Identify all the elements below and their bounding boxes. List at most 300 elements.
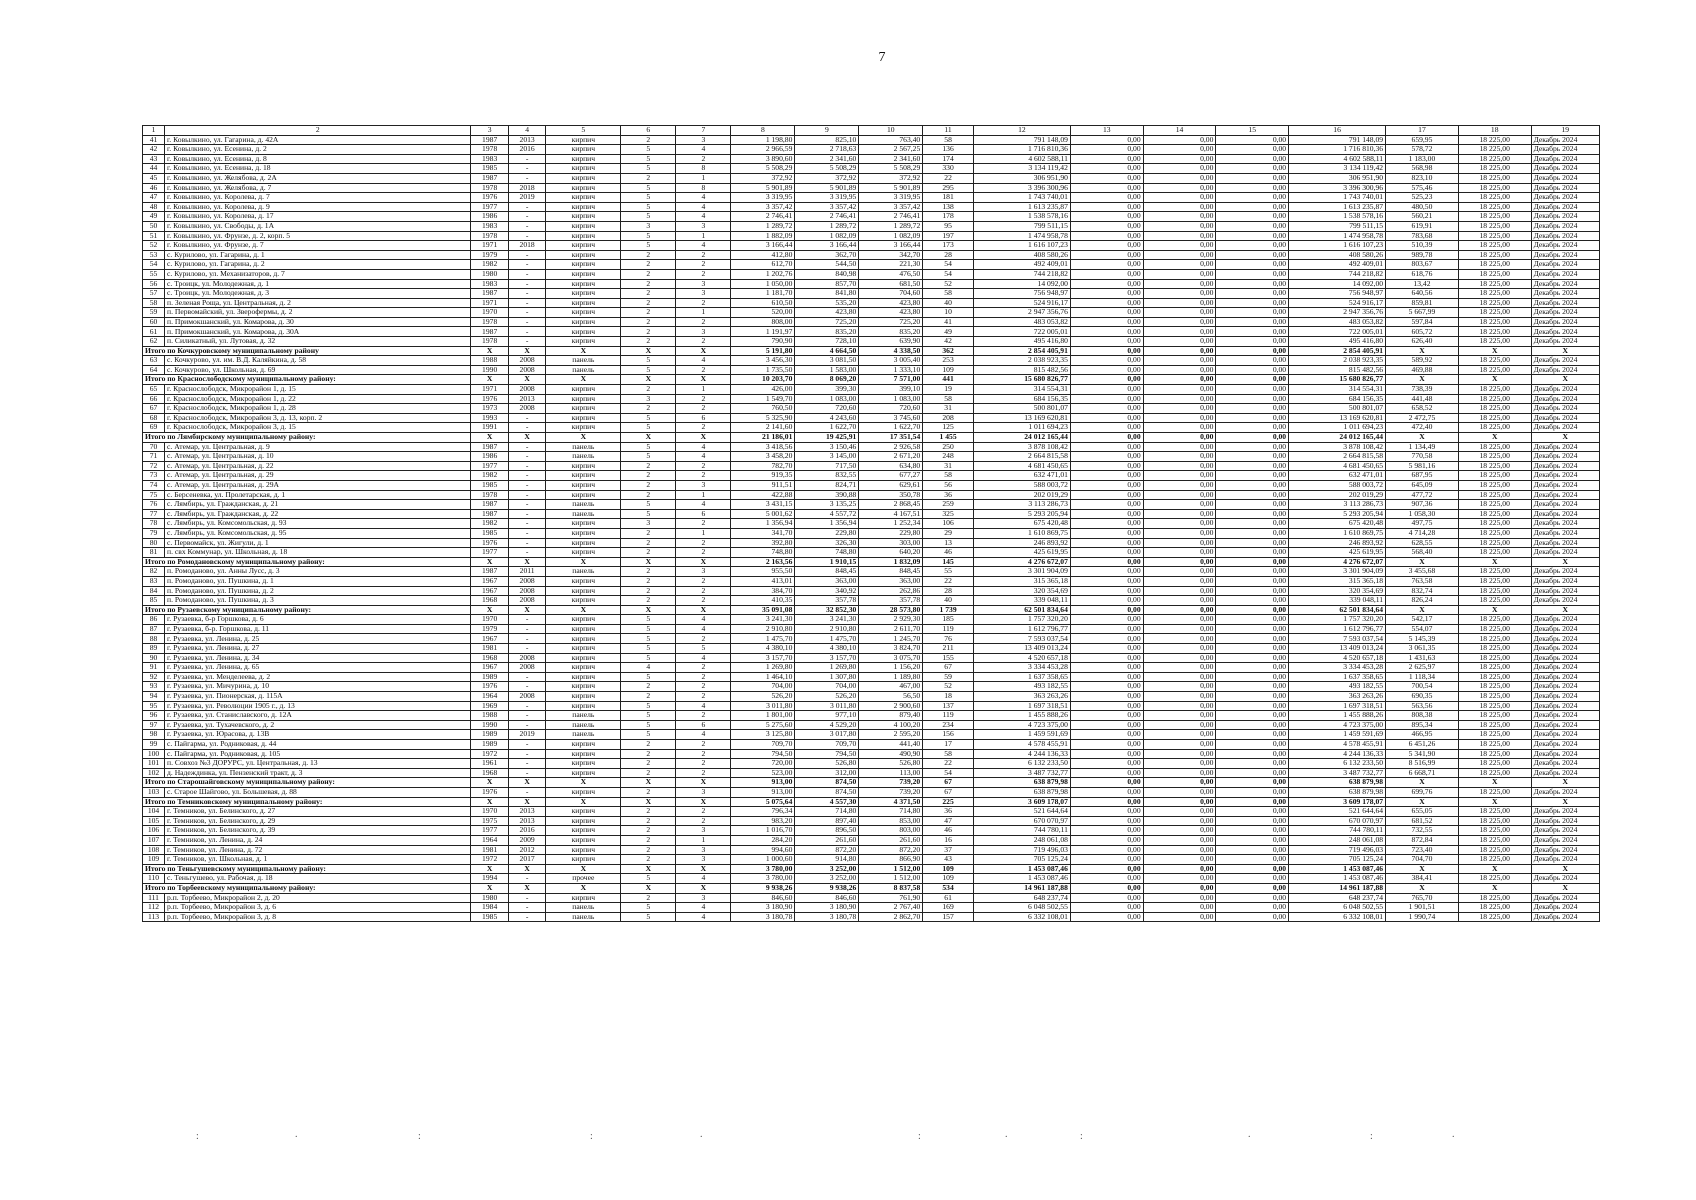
table-cell: г. Ковылкино, ул. Королева, д. 17 [165,212,471,222]
table-cell: 1 459 591,69 [973,730,1070,740]
table-cell: 597,84 [1386,317,1459,327]
table-cell: Декабрь 2024 [1531,452,1599,462]
table-cell: Декабрь 2024 [1531,202,1599,212]
table-cell: 2 [621,787,676,797]
table-cell: 2 862,70 [859,912,923,922]
table-cell: 1 356,94 [795,519,859,529]
table-cell: 4 664,50 [795,346,859,356]
table-cell: 0,00 [1143,864,1216,874]
table-cell: с. Курилово, ул. Гагарина, д. 1 [165,250,471,260]
table-row [143,740,1600,750]
table-cell: 4 [676,500,731,510]
table-cell: 44 [143,164,165,174]
table-cell: 6 048 502,55 [973,903,1070,913]
table-cell: 480,50 [1386,202,1459,212]
table-cell: панель [546,365,621,375]
table-cell: 5 325,90 [731,413,795,423]
table-row [143,289,1600,299]
table-cell: 4 380,10 [731,644,795,654]
table-cell: 526,80 [795,759,859,769]
table-cell: 1968 [471,596,508,606]
table-cell: 125 [923,423,974,433]
table-cell: 2008 [508,356,545,366]
table-cell: 315 365,18 [973,576,1070,586]
table-cell: Декабрь 2024 [1531,701,1599,711]
table-cell: кирпич [546,202,621,212]
table-cell: 2 [676,816,731,826]
table-cell: 626,40 [1386,337,1459,347]
table-cell: 67 [923,663,974,673]
column-header: 15 [1216,126,1289,136]
table-cell: 0,00 [1070,461,1143,471]
table-cell: 67 [923,787,974,797]
table-cell: X [1531,346,1599,356]
table-cell: 3 075,70 [859,653,923,663]
table-cell: 3 [676,279,731,289]
table-row [143,423,1600,433]
table-cell: 8 [676,183,731,193]
table-cell: Декабрь 2024 [1531,624,1599,634]
table-cell: - [508,893,545,903]
table-cell: 0,00 [1216,298,1289,308]
table-cell: 0,00 [1216,845,1289,855]
table-cell: 2 625,97 [1386,663,1459,673]
table-cell: г. Рузаевка, б-р. Горшкова, д. 11 [165,624,471,634]
table-cell: - [508,912,545,922]
table-cell: 18 225,00 [1458,269,1531,279]
table-cell: 155 [923,653,974,663]
table-cell: 0,00 [1143,356,1216,366]
table-cell: г. Ковылкино, ул. Фрунзе, д. 7 [165,241,471,251]
table-cell: 5 981,16 [1386,461,1459,471]
table-cell: 145 [923,557,974,567]
table-cell: 5 [621,212,676,222]
table-cell: 0,00 [1070,528,1143,538]
table-row [143,385,1600,395]
table-cell: 4 [676,615,731,625]
table-cell: 534 [923,883,974,893]
table-cell: 1976 [471,193,508,203]
table-cell: 0,00 [1143,145,1216,155]
table-cell: 2013 [508,394,545,404]
table-cell: кирпич [546,749,621,759]
table-cell: с. Курилово, ул. Механизаторов, д. 7 [165,269,471,279]
table-cell: 22 [923,576,974,586]
table-cell: 799 511,15 [973,221,1070,231]
table-cell: 229,80 [859,528,923,538]
table-cell: 0,00 [1216,864,1289,874]
table-cell: 2019 [508,193,545,203]
table-cell: 6 048 502,55 [1289,903,1386,913]
table-cell: - [508,212,545,222]
table-cell: 0,00 [1143,778,1216,788]
table-cell: 43 [143,154,165,164]
table-cell: 303,00 [859,538,923,548]
table-cell: 3 135,25 [795,500,859,510]
table-cell: X [676,883,731,893]
table-cell: 2 [621,269,676,279]
table-cell: 2 910,80 [731,624,795,634]
table-cell: 1 183,00 [1386,154,1459,164]
table-cell: 0,00 [1143,615,1216,625]
table-cell: 638 879,98 [1289,787,1386,797]
table-cell: 0,00 [1070,480,1143,490]
table-cell: - [508,749,545,759]
table-cell: кирпич [546,413,621,423]
table-row [143,202,1600,212]
table-cell: 0,00 [1216,835,1289,845]
table-cell: 1 613 235,87 [973,202,1070,212]
table-cell: 6 332 108,01 [1289,912,1386,922]
table-cell: 31 [923,404,974,414]
table-cell: 2 038 923,35 [1289,356,1386,366]
table-cell: Декабрь 2024 [1531,835,1599,845]
table-cell: 3 455,68 [1386,567,1459,577]
table-cell: X [471,346,508,356]
column-header: 12 [973,126,1070,136]
table-cell: 0,00 [1070,279,1143,289]
table-row [143,298,1600,308]
table-cell: 1 616 107,23 [1289,241,1386,251]
table-cell: 1976 [471,787,508,797]
table-cell: 832,74 [1386,586,1459,596]
table-cell: 1 289,72 [795,221,859,231]
table-cell: панель [546,509,621,519]
table-cell: 18 225,00 [1458,145,1531,155]
table-cell: 803,67 [1386,260,1459,270]
table-cell: 18 225,00 [1458,212,1531,222]
table-cell: 677,27 [859,471,923,481]
table-cell: кирпич [546,145,621,155]
table-cell: 99 [143,740,165,750]
table-cell: 1 000,60 [731,855,795,865]
table-cell: 0,00 [1143,759,1216,769]
table-cell: 2 [621,893,676,903]
table-cell: 86 [143,615,165,625]
table-cell: 1 616 107,23 [973,241,1070,251]
table-cell: кирпич [546,250,621,260]
table-cell: 6 332 108,01 [973,912,1070,922]
table-cell: 1975 [471,816,508,826]
table-cell: 719 496,03 [973,845,1070,855]
table-cell: Декабрь 2024 [1531,289,1599,299]
table-row [143,682,1600,692]
table-cell: Декабрь 2024 [1531,385,1599,395]
column-header: 9 [795,126,859,136]
table-cell: 0,00 [1070,644,1143,654]
table-cell: 1 333,10 [859,365,923,375]
table-cell: 0,00 [1070,653,1143,663]
table-cell: 0,00 [1216,720,1289,730]
table-cell: 700,54 [1386,682,1459,692]
table-row [143,768,1600,778]
table-cell: 1 289,72 [859,221,923,231]
table-cell: 43 [923,855,974,865]
table-cell: 1 459 591,69 [1289,730,1386,740]
table-cell: 859,81 [1386,298,1459,308]
table-cell: 5 [621,500,676,510]
table-cell: 4 [676,241,731,251]
table-cell: 1 474 958,78 [1289,231,1386,241]
table-cell: 18 225,00 [1458,135,1531,145]
table-cell: п. Ромоданово, ул. Пушкина, д. 3 [165,596,471,606]
table-cell: 495 416,80 [973,337,1070,347]
table-cell: 4 [621,663,676,673]
table-cell: 4 714,28 [1386,528,1459,538]
table-cell: 2 910,80 [795,624,859,634]
table-cell: 0,00 [1143,269,1216,279]
table-cell: 824,71 [795,480,859,490]
table-cell: 246 893,92 [973,538,1070,548]
table-cell: 0,00 [1216,624,1289,634]
table-cell: кирпич [546,135,621,145]
table-cell: 5 [621,634,676,644]
table-cell: 89 [143,644,165,654]
table-cell: 1 882,09 [731,231,795,241]
column-header: 7 [676,126,731,136]
table-cell: 18 225,00 [1458,807,1531,817]
table-cell: г. Рузаевка, ул. Станиславского, д. 12А [165,711,471,721]
table-cell: 4 681 450,65 [973,461,1070,471]
table-cell: Декабрь 2024 [1531,576,1599,586]
table-cell: 0,00 [1070,605,1143,615]
table-cell: Декабрь 2024 [1531,519,1599,529]
table-cell: 0,00 [1070,711,1143,721]
table-cell: 1 082,09 [859,231,923,241]
table-cell: 22 [923,173,974,183]
table-cell: 61 [143,327,165,337]
table-cell: 18 225,00 [1458,538,1531,548]
table-cell: кирпич [546,241,621,251]
table-cell: 2 767,40 [859,903,923,913]
table-cell: 610,50 [731,298,795,308]
table-cell: 3 241,30 [795,615,859,625]
table-cell: 0,00 [1070,672,1143,682]
table-cell: 248 [923,452,974,462]
table-cell: 3 878 108,42 [1289,442,1386,452]
column-header: 2 [165,126,471,136]
table-cell: 632 471,01 [1289,471,1386,481]
table-cell: X [1531,778,1599,788]
table-cell: - [508,202,545,212]
table-cell: 0,00 [1070,289,1143,299]
table-cell: 102 [143,768,165,778]
table-cell: 36 [923,807,974,817]
table-cell: г. Темников, ул. Белинского, д. 29 [165,816,471,826]
table-cell: X [471,797,508,807]
table-cell: 1 716 810,36 [1289,145,1386,155]
table-cell: 0,00 [1143,624,1216,634]
table-cell: 2 929,30 [859,615,923,625]
table-cell: 1 [676,231,731,241]
table-cell: 722 005,01 [973,327,1070,337]
table-cell: 0,00 [1070,193,1143,203]
table-cell: X [676,797,731,807]
table-cell: с. Лямбирь, ул. Гражданская, д. 22 [165,509,471,519]
table-cell: 18 225,00 [1458,423,1531,433]
table-cell: 739,20 [859,778,923,788]
table-cell: 18 225,00 [1458,154,1531,164]
table-row [143,701,1600,711]
table-cell: 0,00 [1070,404,1143,414]
table-cell: 1976 [471,394,508,404]
table-cell: 103 [143,787,165,797]
table-cell: 5 [621,154,676,164]
table-cell: 5 508,29 [795,164,859,174]
table-cell: кирпич [546,816,621,826]
table-row [143,317,1600,327]
table-cell: 725,20 [859,317,923,327]
table-cell: 3 319,95 [731,193,795,203]
table-cell: 0,00 [1070,154,1143,164]
table-cell: 782,70 [731,461,795,471]
table-cell: п. Ромоданово, ул. Анны Лусс, д. 3 [165,567,471,577]
table-cell: Декабрь 2024 [1531,173,1599,183]
table-cell: X [1386,883,1459,893]
table-cell: 2 926,58 [859,442,923,452]
table-cell: X [621,797,676,807]
table-row [143,356,1600,366]
table-cell: 3 180,78 [731,912,795,922]
table-cell: кирпич [546,653,621,663]
table-cell: 18 225,00 [1458,586,1531,596]
table-cell: 0,00 [1143,816,1216,826]
table-cell: 0,00 [1070,740,1143,750]
table-cell: 5 [621,423,676,433]
table-cell: 0,00 [1143,212,1216,222]
housing-repair-table [142,125,1600,922]
table-cell: X [546,797,621,807]
table-cell: 3 241,30 [731,615,795,625]
subtotal-label: Итого по Лямбирскому муниципальному району: [143,433,471,443]
subtotal-row [143,605,1600,615]
table-cell: кирпич [546,759,621,769]
table-cell: 18 [923,692,974,702]
table-cell: 58 [923,289,974,299]
table-cell: 4 723 375,00 [1289,720,1386,730]
table-cell: 799 511,15 [1289,221,1386,231]
table-cell: 1 538 578,16 [973,212,1070,222]
table-cell: 110 [143,874,165,884]
table-cell: панель [546,720,621,730]
table-row [143,471,1600,481]
table-cell: 0,00 [1216,912,1289,922]
column-header: 3 [471,126,508,136]
table-cell: 0,00 [1143,749,1216,759]
table-cell: 0,00 [1070,394,1143,404]
table-cell: Декабрь 2024 [1531,154,1599,164]
table-cell: 1985 [471,480,508,490]
table-cell: 0,00 [1216,605,1289,615]
table-cell: 320 354,69 [1289,586,1386,596]
table-cell: 2 [621,250,676,260]
table-cell: 4 602 588,11 [1289,154,1386,164]
table-cell: г. Рузаевка, ул. Тухачевского, д. 2 [165,720,471,730]
table-cell: 0,00 [1216,826,1289,836]
table-cell: 3 166,44 [795,241,859,251]
table-cell: 109 [143,855,165,865]
table-cell: X [621,778,676,788]
table-cell: 748,80 [731,548,795,558]
table-cell: 1987 [471,500,508,510]
table-cell: 69 [143,423,165,433]
table-cell: 5 293 205,94 [1289,509,1386,519]
table-cell: - [508,701,545,711]
table-row [143,500,1600,510]
table-cell: 88 [143,634,165,644]
table-cell: 872,20 [795,845,859,855]
table-cell: - [508,787,545,797]
table-cell: г. Рузаевка, ул. Менделеева, д. 2 [165,672,471,682]
table-cell: 0,00 [1216,855,1289,865]
table-cell: 1983 [471,279,508,289]
table-cell: 0,00 [1216,173,1289,183]
table-cell: 1994 [471,874,508,884]
table-cell: Декабрь 2024 [1531,740,1599,750]
table-cell: 6 [676,509,731,519]
table-cell: 261,60 [795,835,859,845]
table-cell: 0,00 [1143,740,1216,750]
table-cell: 315 365,18 [1289,576,1386,586]
table-cell: 330 [923,164,974,174]
table-cell: 872,84 [1386,835,1459,845]
table-cell: 340,92 [795,586,859,596]
table-cell: 756 948,97 [1289,289,1386,299]
table-cell: 18 225,00 [1458,385,1531,395]
table-cell: X [1386,797,1459,807]
table-cell: 5 [621,442,676,452]
table-cell: 45 [143,173,165,183]
table-cell: - [508,480,545,490]
table-row [143,231,1600,241]
table-cell: - [508,461,545,471]
table-cell: 0,00 [1143,173,1216,183]
table-row [143,337,1600,347]
table-cell: 0,00 [1216,672,1289,682]
table-cell: 19 [923,385,974,395]
table-cell: 2 [621,135,676,145]
table-cell: 5 901,89 [795,183,859,193]
table-cell: 0,00 [1143,298,1216,308]
table-cell: 426,00 [731,385,795,395]
table-cell: Декабрь 2024 [1531,269,1599,279]
table-cell: 761,90 [859,893,923,903]
table-cell: X [1386,778,1459,788]
table-cell: 5 [621,365,676,375]
table-cell: 64 [143,365,165,375]
table-cell: 19 425,91 [795,433,859,443]
table-cell: 67 [923,778,974,788]
table-cell: 208 [923,413,974,423]
table-cell: - [508,337,545,347]
table-cell: 0,00 [1216,768,1289,778]
table-cell: 0,00 [1143,154,1216,164]
table-cell: 2 [621,260,676,270]
table-cell: 0,00 [1216,740,1289,750]
table-cell: 1977 [471,461,508,471]
table-cell: 4 [676,701,731,711]
table-cell: 4 243,60 [795,413,859,423]
table-cell: 18 225,00 [1458,394,1531,404]
table-cell: 0,00 [1143,682,1216,692]
table-cell: 0,00 [1216,490,1289,500]
table-cell: 2 746,41 [795,212,859,222]
table-cell: 17 351,54 [859,433,923,443]
table-cell: 2008 [508,385,545,395]
table-cell: 3 [621,221,676,231]
table-cell: 748,80 [795,548,859,558]
table-cell: 907,36 [1386,500,1459,510]
